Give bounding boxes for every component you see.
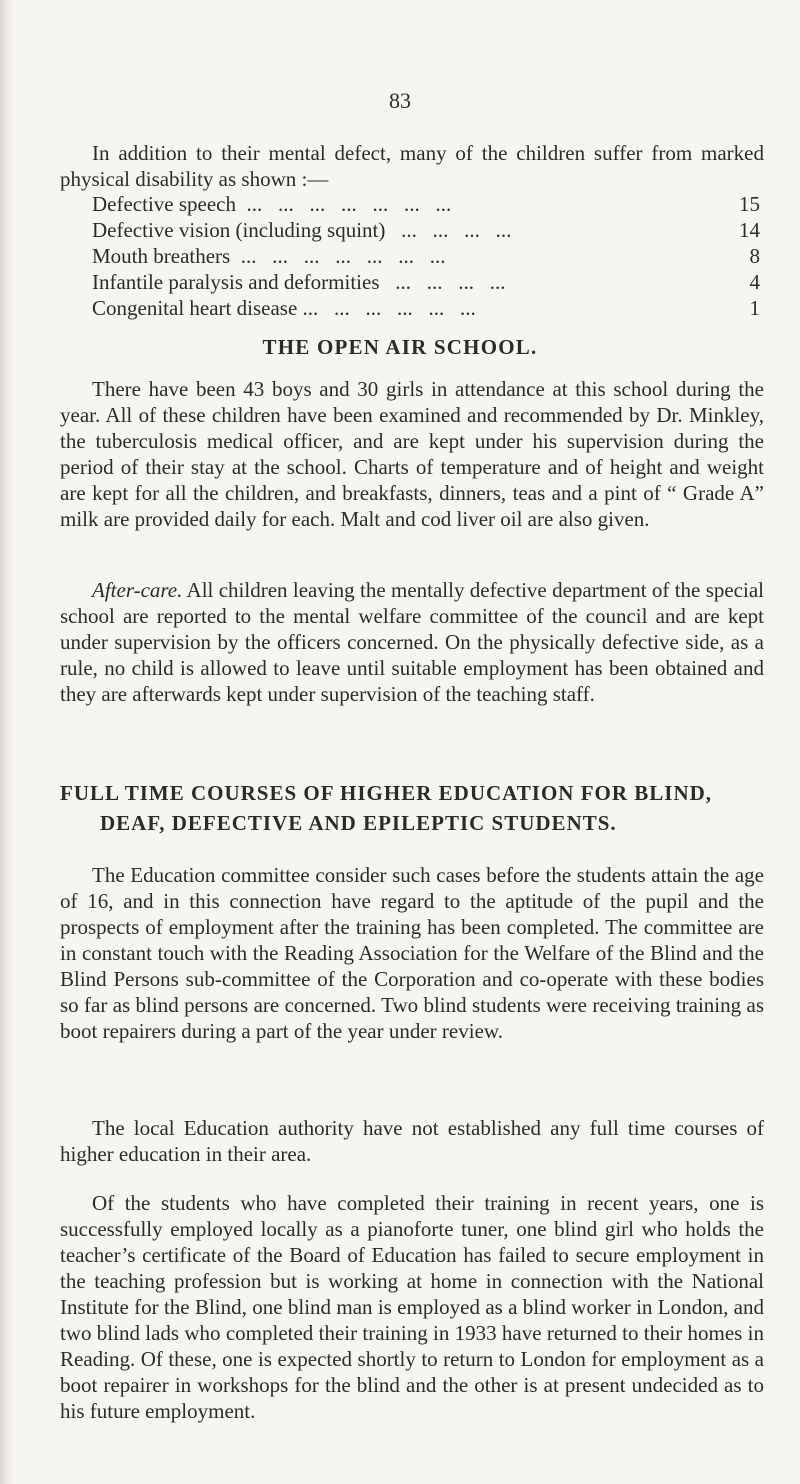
disability-count: 14	[739, 218, 760, 242]
intro-text: In addition to their mental defect, many of the children suffer from marked physical disability as shown :—	[60, 141, 764, 191]
open-air-paragraph	[60, 376, 764, 532]
list-item	[92, 269, 760, 295]
disability-count: 15	[739, 192, 760, 216]
page-binding-shadow	[0, 0, 14, 1484]
open-air-text: There have been 43 boys and 30 girls in attendance at this school during the year. All of these children have been examined and recommended by Dr. Minkley, the tuberculosis medical officer, and are kept under his supervision during the period of their stay at the school. Charts of temperature and of height and weight are kept for all the children, and breakfasts, dinners, teas and a pint of “ Grade A” milk are provided daily for each. Malt and cod liver oil are also given.	[60, 377, 764, 531]
list-item	[92, 243, 760, 269]
local-authority-paragraph	[60, 1115, 764, 1167]
education-text: The Education committee consider such cases before the students attain the age of 16, and in this connection have regard to the aptitude of the pupil and the prospects of employment after the training has been completed. The committee are in constant touch with the Reading Association for the Welfare of the Blind and the Blind Persons sub-committee of the Corporation and co-operate with these bodies so far as blind persons are concerned. Two blind students were receiving training as boot repairers during a part of the year under review.	[60, 863, 764, 1043]
disability-list	[92, 191, 760, 321]
aftercare-title: After-care.	[92, 578, 183, 602]
open-air-heading: THE OPEN AIR SCHOOL.	[262, 335, 538, 359]
students-paragraph	[60, 1190, 764, 1424]
aftercare-paragraph	[60, 577, 764, 707]
list-item	[92, 217, 760, 243]
heading-line-2: DEAF, DEFECTIVE AND EPILEPTIC STUDENTS.	[100, 811, 617, 835]
leader-dots: ... ... ... ... ...	[318, 296, 476, 320]
disability-count: 1	[749, 296, 760, 320]
local-authority-text: The local Education authority have not established any full time courses of higher education in their area.	[60, 1116, 764, 1166]
full-time-courses-heading	[60, 778, 780, 838]
education-paragraph	[60, 862, 764, 1044]
leader-dots: ... ... ... ...	[385, 218, 512, 242]
students-text: Of the students who have completed their training in recent years, one is successfully employed locally as a pianoforte tuner, one blind girl who holds the teacher’s certificate of the Board of Education has failed to secure employment in the teaching profession but is working at home in connection with the National Institute for the Blind, one blind man is employed as a blind worker in London, and two blind lads who completed their training in 1933 have returned to their homes in Reading. Of these, one is expected shortly to return to London for employment as a boot repairer in workshops for the blind and the other is at present undecided as to his future employment.	[60, 1191, 764, 1423]
intro-paragraph	[60, 140, 764, 192]
leader-dots: ... ... ... ... ... ... ...	[236, 192, 452, 216]
disability-count: 8	[749, 244, 760, 268]
list-item	[92, 191, 760, 217]
aftercare-text: All children leaving the mentally defective department of the special school are reported to the mental welfare committee of the council and are kept under supervision by the officers concerned. On the physically defective side, as a rule, no child is allowed to leave until suitable employment has been obtained and they are afterwards kept under supervision of the teaching staff.	[60, 578, 764, 706]
list-item	[92, 295, 760, 321]
disability-label: Mouth breathers	[92, 244, 231, 268]
leader-dots: ... ... ... ...	[379, 270, 506, 294]
heading-line-1: FULL TIME COURSES OF HIGHER EDUCATION FOR BLIND,	[60, 781, 713, 805]
disability-count: 4	[749, 270, 760, 294]
disability-label: Defective speech	[92, 192, 236, 216]
disability-label: Defective vision (including squint)	[92, 218, 386, 242]
disability-label: Congenital heart disease ...	[92, 296, 319, 320]
disability-label: Infantile paralysis and deformities	[92, 270, 380, 294]
page-number: 83	[389, 88, 411, 113]
leader-dots: ... ... ... ... ... ... ...	[230, 244, 446, 268]
